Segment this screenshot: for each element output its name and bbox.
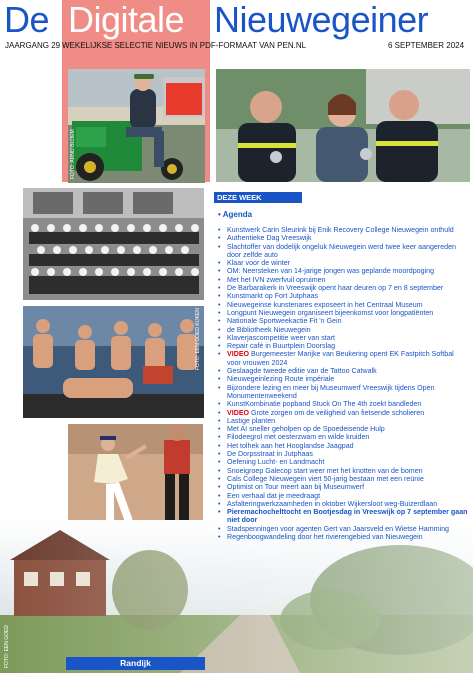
news-item[interactable] (218, 226, 468, 234)
news-item-text: Kunstmarkt op Fort Jutphaas (227, 292, 319, 301)
news-item-text: Burgemeester Marijke van Beukering opent EK Fastpitch Softbal voor vrouwen 2024 (227, 350, 454, 367)
news-item-text: de Bibliotheek Nieuwegein (227, 325, 311, 334)
agenda-bullet: • (218, 210, 223, 219)
news-item[interactable] (218, 276, 468, 284)
news-item-text: Nieuwegeinse kunstenares exposeert in het Centraal Museum (227, 300, 423, 309)
news-item[interactable] (218, 450, 468, 458)
news-item[interactable] (218, 525, 468, 533)
news-item[interactable] (218, 425, 468, 433)
photo-award-ceremony[interactable] (216, 69, 470, 182)
news-item[interactable] (218, 500, 468, 508)
news-item-text: Optimist on Tour meert aan bij Museumwerf (227, 483, 365, 492)
photo-tattoo-catwalk[interactable] (23, 306, 204, 418)
news-item[interactable] (218, 334, 468, 342)
news-item-text: Lastige planten (227, 416, 276, 425)
news-item[interactable] (218, 243, 468, 260)
news-item-text: Klaverjascompetitie weer van start (227, 333, 336, 342)
news-item[interactable] (218, 292, 468, 300)
title-word-de: De (4, 0, 50, 40)
volume-label: JAARGANG 29 (5, 41, 61, 50)
news-item-text: Kunstwerk Carin Sleurink bij Enik Recovery College Nieuwegein onthuld (227, 226, 454, 234)
news-item-text: Oefening Lucht- en Landmacht (227, 458, 325, 467)
masthead-title (0, 0, 473, 43)
news-item-text: Regenboogwandeling door het rivierengebied van Nieuwegein (227, 532, 423, 541)
news-item-text: Grote zorgen om de veiligheid van fietsende scholieren (249, 408, 425, 417)
news-item-text: KunstKombinatie popband Stuck On The 4th zoekt bandleden (227, 400, 422, 409)
title-word-nieuwegeiner: Nieuwegeiner (214, 0, 429, 40)
photo-label-randijk: Randijk (66, 657, 205, 670)
tattoo-photo-illustration (23, 306, 204, 418)
news-item-text: Snoeigroep Galecop start weer met het knotten van de bomen (227, 466, 423, 475)
news-item-text: Pieremachochelttocht en Bootjesdag in Vreeswijk op 7 september gaan niet door (227, 508, 468, 525)
news-item[interactable] (218, 475, 468, 483)
agenda-link[interactable] (218, 210, 252, 219)
news-item[interactable] (218, 409, 468, 417)
news-item[interactable] (218, 483, 468, 491)
news-item[interactable] (218, 301, 468, 309)
title-word-digitale: Digitale (68, 0, 185, 40)
news-item-text: Repair café in Buurtplein Doorslag (227, 342, 336, 351)
news-item[interactable] (218, 417, 468, 425)
news-item[interactable] (218, 342, 468, 350)
award-illustration (216, 69, 470, 182)
news-item[interactable] (218, 533, 468, 541)
news-item-text: De Barbarakerk in Vreeswijk opent haar deuren op 7 en 8 september (227, 284, 444, 293)
news-item-text: OM: Neersteken van 14-jarige jongen was geplande moordpoging (227, 267, 435, 276)
video-tag: VIDEO (227, 408, 250, 417)
news-item-text: Longpunt Nieuwegein organiseert bijeenkomst voor longpatiënten (227, 308, 434, 317)
news-item-text: Met het IVN zwerfvuil opruimen (227, 275, 326, 284)
news-item[interactable] (218, 467, 468, 475)
issue-date: 6 SEPTEMBER 2024 (388, 41, 465, 50)
landscape-photo-credit: FOTO: EEN GOED (4, 625, 10, 668)
masthead-subline (0, 41, 473, 53)
news-item-text: Asfalteringwerkzaamheden in oktober Wijkersloot weg-Buizerdlaan (227, 499, 438, 508)
news-item-text: Filodeegrol met oesterzwam en wilde kruiden (227, 433, 370, 442)
news-item[interactable] (218, 433, 468, 441)
landscape-illustration (0, 520, 473, 673)
news-list (218, 226, 468, 541)
news-item-text: Nationale Sportweekactie Fit 'n Gein (227, 317, 342, 326)
news-item[interactable] (218, 267, 468, 275)
news-item[interactable] (218, 284, 468, 292)
news-item[interactable] (218, 458, 468, 466)
news-item-text: Slachtoffer van dodelijk ongeluk Nieuwegein werd twee keer aangereden door zelfde auto (227, 242, 456, 259)
news-item[interactable] (218, 317, 468, 325)
news-item-text: Cals College Nieuwegein viert 50-jarig bestaan met een reünie (227, 474, 424, 483)
news-item-text: Nieuwegeinlezing Route impériale (227, 375, 335, 384)
news-item[interactable] (218, 350, 468, 367)
news-item-text: Stadspenningen voor agenten Gert van Jaarsveld en Wietse Hamming (227, 524, 450, 533)
news-item-text: Bijzondere lezing en meer bij Museumwerf Vreeswijk tijdens Open Monumentenweekend (227, 383, 435, 400)
photo-tractor[interactable] (68, 69, 205, 183)
news-item-text: Een verhaal dat je meedraagt (227, 491, 321, 500)
group-photo-illustration (23, 188, 204, 300)
section-heading-deze-week: DEZE WEEK (214, 192, 302, 203)
news-item[interactable] (218, 259, 468, 267)
photo-randijk-landscape[interactable] (0, 520, 473, 673)
news-item[interactable] (218, 375, 468, 383)
tractor-photo-credit: FOTO: ARNO BLOEM (70, 129, 76, 179)
news-item[interactable] (218, 442, 468, 450)
video-tag: VIDEO (227, 350, 250, 359)
news-item[interactable] (218, 508, 468, 525)
news-item[interactable] (218, 400, 468, 408)
agenda-label: Agenda (222, 210, 253, 219)
news-item[interactable] (218, 367, 468, 375)
news-item[interactable] (218, 234, 468, 242)
news-item-text: Met AI sneller geholpen op de Spoedeisende Hulp (227, 425, 385, 434)
news-item-text: Het tolhek aan het Hooglandse Jaagpad (227, 441, 354, 450)
photo-group-historic[interactable] (23, 188, 204, 300)
news-item[interactable] (218, 384, 468, 401)
news-item[interactable] (218, 326, 468, 334)
news-item-text: Klaar voor de winter (227, 259, 291, 268)
tattoo-photo-credit: FOTO: EEN GOED KIJKEN (195, 308, 201, 370)
news-item-text: Geslaagde tweede editie van de Tattoo Catwalk (227, 367, 377, 376)
news-item[interactable] (218, 492, 468, 500)
news-item-text: De Dorpsstraat in Jutphaas (227, 450, 313, 459)
tractor-illustration (68, 69, 205, 183)
news-item[interactable] (218, 309, 468, 317)
tagline: WEKELIJKSE SELECTIE NIEUWS IN PDF-FORMAAT VAN PEN.NL (62, 41, 307, 50)
news-item-text: Authentieke Dag Vreeswijk (227, 234, 312, 243)
